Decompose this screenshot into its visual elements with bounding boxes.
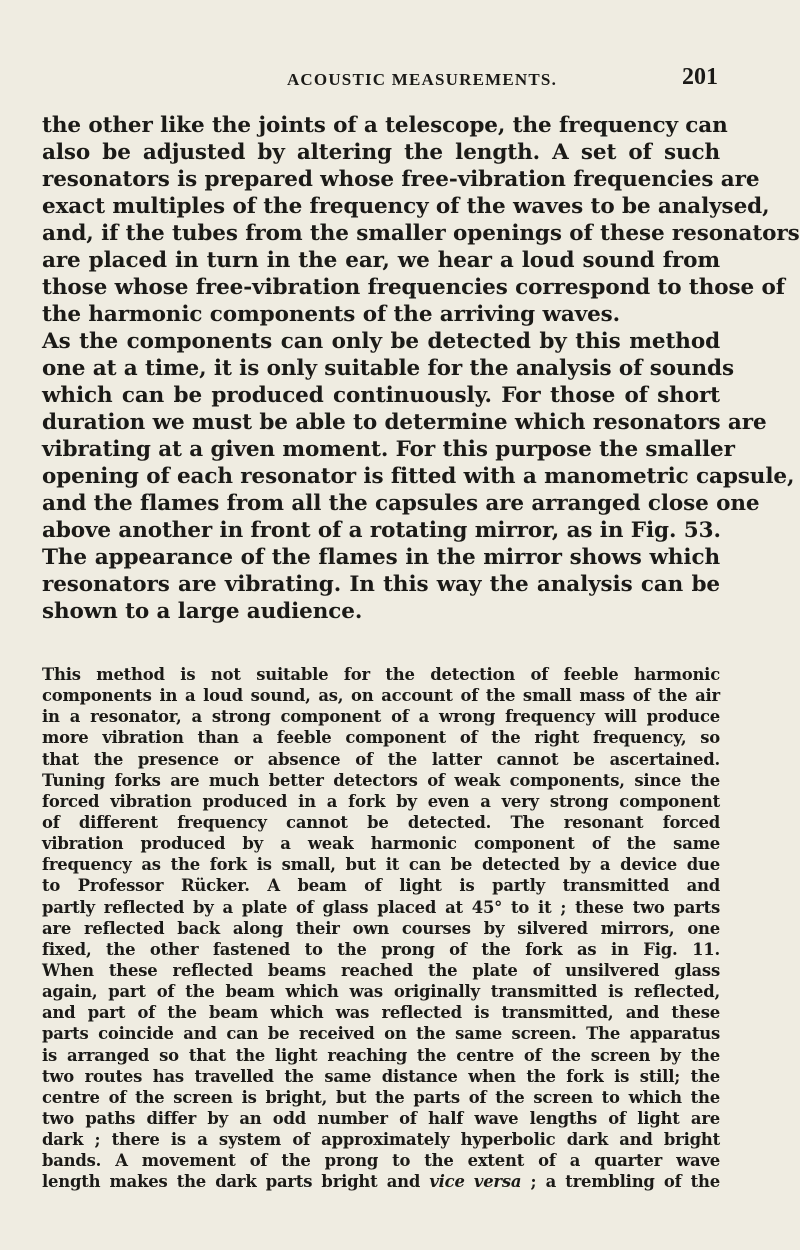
text-line: vibrating at a given moment. For this purpose the smaller xyxy=(42,437,735,462)
text-line: opening of each resonator is fitted with a manometric capsule, xyxy=(42,464,795,489)
text-segment: ; a trembling of the xyxy=(521,1172,720,1192)
text-line: to Professor Rücker. A beam of light is partly transmitted and xyxy=(42,876,720,896)
text-line: which can be produced continuously. For those of short xyxy=(42,383,720,408)
main-paragraph xyxy=(42,112,800,625)
text-line: fixed, the other fastened to the prong of the fork as in Fig. 11. xyxy=(42,939,720,959)
text-line: forced vibration produced in a fork by even a very strong component xyxy=(42,791,720,811)
text-line: duration we must be able to determine which resonators are xyxy=(42,410,767,435)
text-line: is arranged so that the light reaching the centre of the screen by the xyxy=(42,1045,720,1065)
text-line: components in a loud sound, as, on account of the small mass of the air xyxy=(42,686,720,706)
text-line: those whose free-vibration frequencies correspond to those of xyxy=(42,275,785,300)
text-line: When these reflected beams reached the plate of unsilvered glass xyxy=(42,960,720,980)
text-line: two paths differ by an odd number of half wave lengths of light are xyxy=(42,1108,720,1128)
text-line: the harmonic components of the arriving waves. xyxy=(42,302,621,327)
text-line: are placed in turn in the ear, we hear a loud sound from xyxy=(42,248,720,273)
text-line: Tuning forks are much better detectors of weak components, since the xyxy=(42,770,720,790)
text-line: one at a time, it is only suitable for the analysis of sounds xyxy=(42,356,734,381)
running-title: ACOUSTIC MEASUREMENTS. xyxy=(286,70,558,89)
text-segment: length makes the dark parts bright and xyxy=(42,1172,430,1192)
text-line: bands. A movement of the prong to the extent of a quarter wave xyxy=(42,1151,720,1171)
text-line: As the components can only be detected by this method xyxy=(42,329,720,354)
text-line: vibration produced by a weak harmonic component of the same xyxy=(42,834,720,854)
text-line: more vibration than a feeble component of the right frequency, so xyxy=(42,728,720,748)
text-line-final xyxy=(42,1171,720,1192)
text-line: centre of the screen is bright, but the parts of the screen to which the xyxy=(42,1087,720,1107)
text-line: are reflected back along their own courses by silvered mirrors, one xyxy=(42,918,720,938)
text-line: and the flames from all the capsules are arranged close one xyxy=(42,491,760,516)
text-line: that the presence or absence of the latter cannot be ascertained. xyxy=(42,749,720,769)
text-line: resonators is prepared whose free-vibration frequencies are xyxy=(42,167,760,192)
text-line: and part of the beam which was reflected is transmitted, and these xyxy=(42,1003,720,1023)
text-line: also be adjusted by altering the length. A set of such xyxy=(42,140,720,165)
text-line: exact multiples of the frequency of the waves to be analysed, xyxy=(42,194,770,219)
text-line: the other like the joints of a telescope, the frequency can xyxy=(42,113,728,138)
text-line: partly reflected by a plate of glass placed at 45° to it ; these two parts xyxy=(42,897,720,917)
text-line: two routes has travelled the same distance when the fork is still; the xyxy=(42,1066,720,1086)
text-line: frequency as the fork is small, but it can be detected by a device due xyxy=(42,855,720,875)
text-line: resonators are vibrating. In this way the analysis can be xyxy=(42,572,720,597)
text-line: dark ; there is a system of approximately hyperbolic dark and bright xyxy=(42,1130,720,1150)
text-line: of different frequency cannot be detected. The resonant forced xyxy=(42,812,720,832)
body-text xyxy=(42,112,800,1193)
text-line: This method is not suitable for the detection of feeble harmonic xyxy=(42,665,720,684)
text-line: The appearance of the flames in the mirror shows which xyxy=(42,545,720,570)
text-line: parts coincide and can be received on the same screen. The apparatus xyxy=(42,1024,720,1044)
italic-phrase: vice versa xyxy=(429,1172,522,1192)
text-line: above another in front of a rotating mirror, as in Fig. 53. xyxy=(42,518,721,543)
text-line: again, part of the beam which was originally transmitted is reflected, xyxy=(42,982,720,1002)
small-paragraph xyxy=(42,664,720,1193)
text-line: and, if the tubes from the smaller openings of these resonators xyxy=(42,221,800,246)
text-line: in a resonator, a strong component of a wrong frequency will produce xyxy=(42,707,720,727)
running-head xyxy=(126,64,718,94)
text-line: shown to a large audience. xyxy=(42,599,363,624)
page-number: 201 xyxy=(682,64,718,90)
